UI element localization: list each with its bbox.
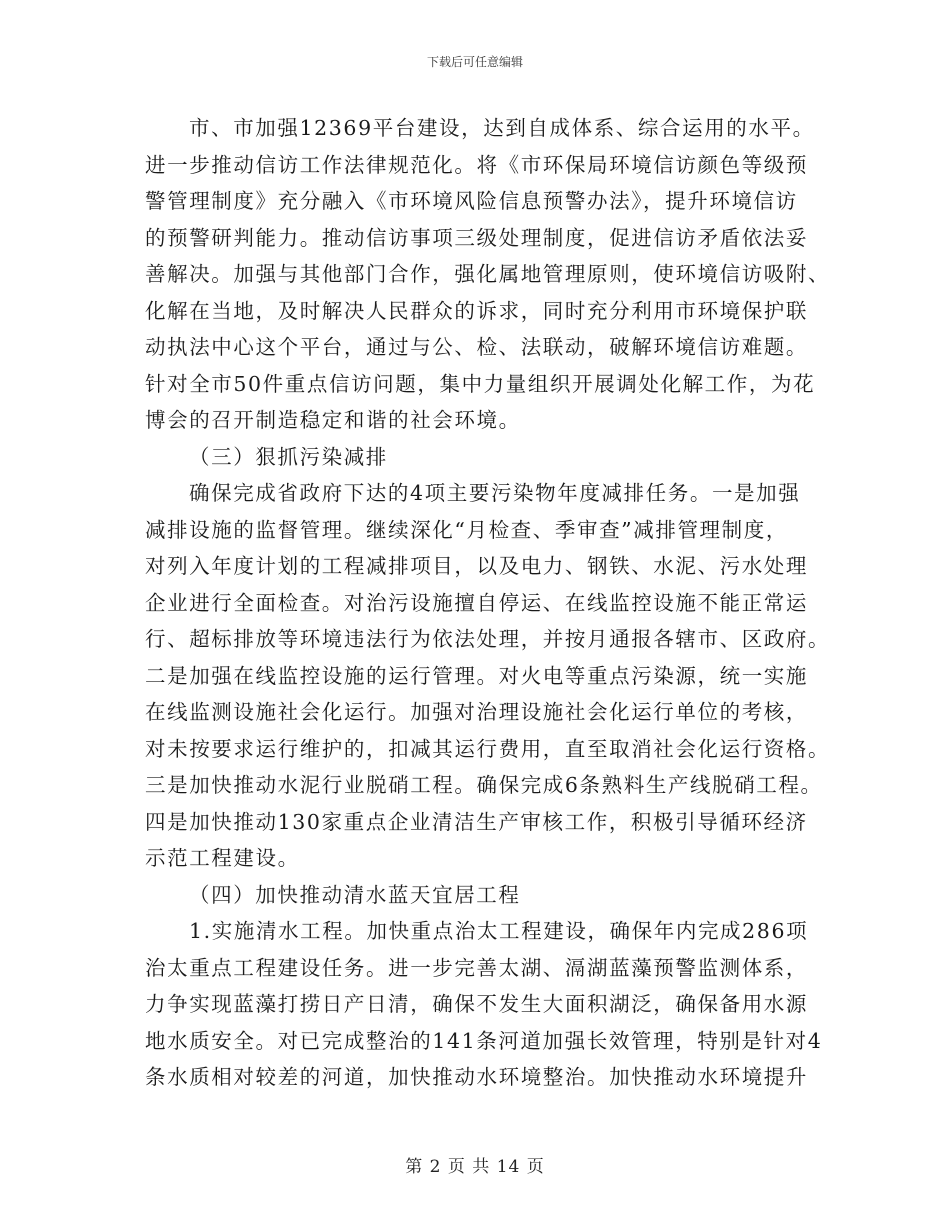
page-header: 下载后可任意编辑 [426,55,523,69]
text-line: 企业进行全面检查。对治污设施擅自停运、在线监控设施不能正常运 [145,590,808,615]
text-line: 力争实现蓝藻打捞日产日清，确保不发生大面积湖泛，确保备用水源 [145,992,808,1016]
text-line: 示范工程建设。 [145,846,300,870]
text-line: 针对全市50件重点信访问题，集中力量组织开展调处化解工作，为花 [145,371,816,396]
text-line: 三是加快推动水泥行业脱硝工程。确保完成6条熟料生产线脱硝工程。 [145,773,823,797]
text-line: 行、超标排放等环境违法行为依法处理，并按月通报各辖市、区政府。 [145,627,831,651]
text-line: 进一步推动信访工作法律规范化。将《市环保局环境信访颜色等级预 [145,152,808,177]
section-heading: （四）加快推动清水蓝天宜居工程 [189,882,521,907]
text-line: 确保完成省政府下达的4项主要污染物年度减排任务。一是加强 [189,481,801,505]
text-line: 在线监测设施社会化运行。加强对治理设施社会化运行单位的考核， [145,700,808,724]
text-line: 条水质相对较差的河道，加快推动水环境整治。加快推动水环境提升 [145,1065,808,1089]
text-line: 博会的召开制造稳定和谐的社会环境。 [145,408,521,432]
text-line: 1.实施清水工程。加快重点治太工程建设，确保年内完成286项 [189,919,809,943]
text-line: 的预警研判能力。推动信访事项三级处理制度，促进信访矛盾依法妥 [145,225,808,250]
text-line: 二是加强在线监控设施的运行管理。对火电等重点污染源，统一实施 [145,663,808,688]
text-line: 化解在当地，及时解决人民群众的诉求，同时充分利用市环境保护联 [145,298,808,323]
document-body [145,110,831,1096]
text-line: 对未按要求运行维护的，扣减其运行费用，直至取消社会化运行资格。 [145,736,831,761]
text-line: 治太重点工程建设任务。进一步完善太湖、滆湖蓝藻预警监测体系， [145,955,808,980]
page-footer: 第 2 页 共 14 页 [405,1157,545,1177]
text-line: 警管理制度》充分融入《市环境风险信息预警办法》，提升环境信访 [145,189,798,213]
text-line: 对列入年度计划的工程减排项目，以及电力、钢铁、水泥、污水处理 [145,554,808,578]
text-line: 减排设施的监督管理。继续深化“月检查、季审查”减排管理制度， [145,517,788,542]
text-line: 市、市加强12369平台建设，达到自成体系、综合运用的水平。 [189,116,815,140]
text-line: 动执法中心这个平台，通过与公、检、法联动，破解环境信访难题。 [145,335,808,359]
text-line: 善解决。加强与其他部门合作，强化属地管理原则，使环境信访吸附、 [145,262,831,286]
section-heading: （三）狠抓污染减排 [189,444,388,469]
text-line: 四是加快推动130家重点企业清洁生产审核工作，积极引导循环经济 [145,809,808,834]
text-line: 地水质安全。对已完成整治的141条河道加强长效管理，特别是针对4 [145,1028,823,1053]
